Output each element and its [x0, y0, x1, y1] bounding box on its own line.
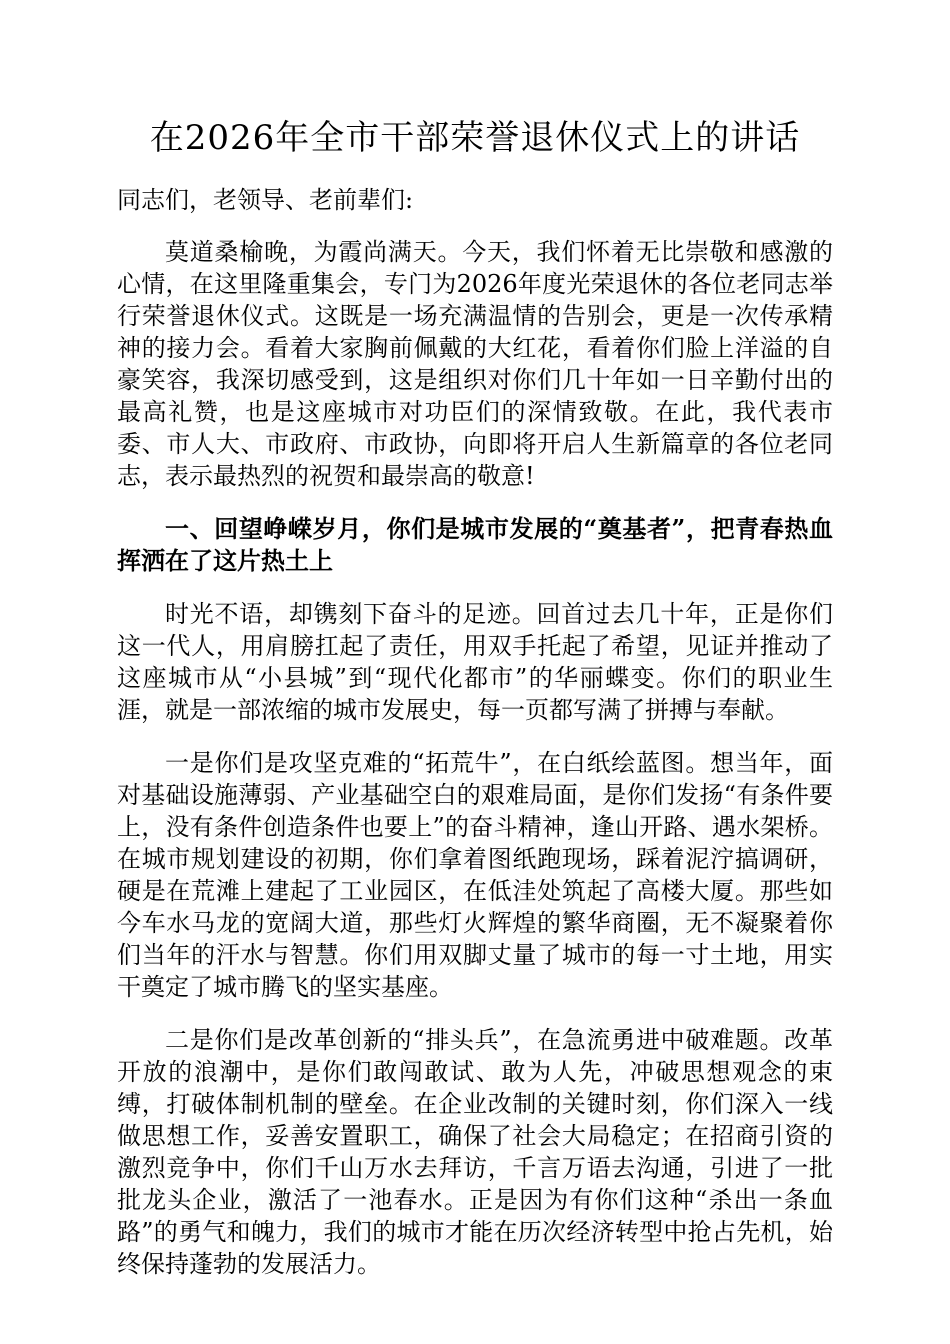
paragraph-point-two: 二是你们是改革创新的“排头兵”，在急流勇进中破难题。改革开放的浪潮中，是你们敢闯敢试、敢为人先，冲破思想观念的束缚，打破体制机制的壁垒。在企业改制的关键时刻，你们深入一线做思想工作，妥善安置职工，确保了社会大局稳定；在招商引资的激烈竞争中，你们千山万水去拜访，千言万语去沟通，引进了一批批龙头企业，激活了一池春水。正是因为有你们这种“杀出一条血路”的勇气和魄力，我们的城市才能在历次经济转型中抢占先机，始终保持蓬勃的发展活力。 — [117, 1026, 833, 1278]
paragraph-review: 时光不语，却镌刻下奋斗的足迹。回首过去几十年，正是你们这一代人，用肩膀扛起了责任，用双手托起了希望，见证并推动了这座城市从“小县城”到“现代化都市”的华丽蝶变。你们的职业生涯，就是一部浓缩的城市发展史，每一页都写满了拼搏与奉献。 — [117, 600, 833, 724]
section-heading-1: 一、回望峥嵘岁月，你们是城市发展的“奠基者”，把青春热血挥洒在了这片热土上 — [117, 514, 833, 575]
document-body — [117, 116, 833, 1301]
salutation: 同志们，老领导、老前辈们: — [117, 186, 414, 214]
page-title: 在2026年全市干部荣誉退休仪式上的讲话 — [149, 118, 801, 158]
paragraph-opening: 莫道桑榆晚，为霞尚满天。今天，我们怀着无比崇敬和感激的心情，在这里隆重集会，专门为2026年度光荣退休的各位老同志举行荣誉退休仪式。这既是一场充满温情的告别会，更是一次传承精神的接力会。看着大家胸前佩戴的大红花，看着你们脸上洋溢的自豪笑容，我深切感受到，这是组织对你们几十年如一日辛勤付出的最高礼赞，也是这座城市对功臣们的深情致敬。在此，我代表市委、市人大、市政府、市政协，向即将开启人生新篇章的各位老同志，表示最热烈的祝贺和最崇高的敬意! — [117, 238, 833, 490]
paragraph-point-one: 一是你们是攻坚克难的“拓荒牛”，在白纸绘蓝图。想当年，面对基础设施薄弱、产业基础空白的艰难局面，是你们发扬“有条件要上，没有条件创造条件也要上”的奋斗精神，逢山开路、遇水架桥。在城市规划建设的初期，你们拿着图纸跑现场，踩着泥泞搞调研，硬是在荒滩上建起了工业园区，在低洼处筑起了高楼大厦。那些如今车水马龙的宽阔大道，那些灯火辉煌的繁华商圈，无不凝聚着你们当年的汗水与智慧。你们用双脚丈量了城市的每一寸土地，用实干奠定了城市腾飞的坚实基座。 — [117, 749, 833, 1001]
